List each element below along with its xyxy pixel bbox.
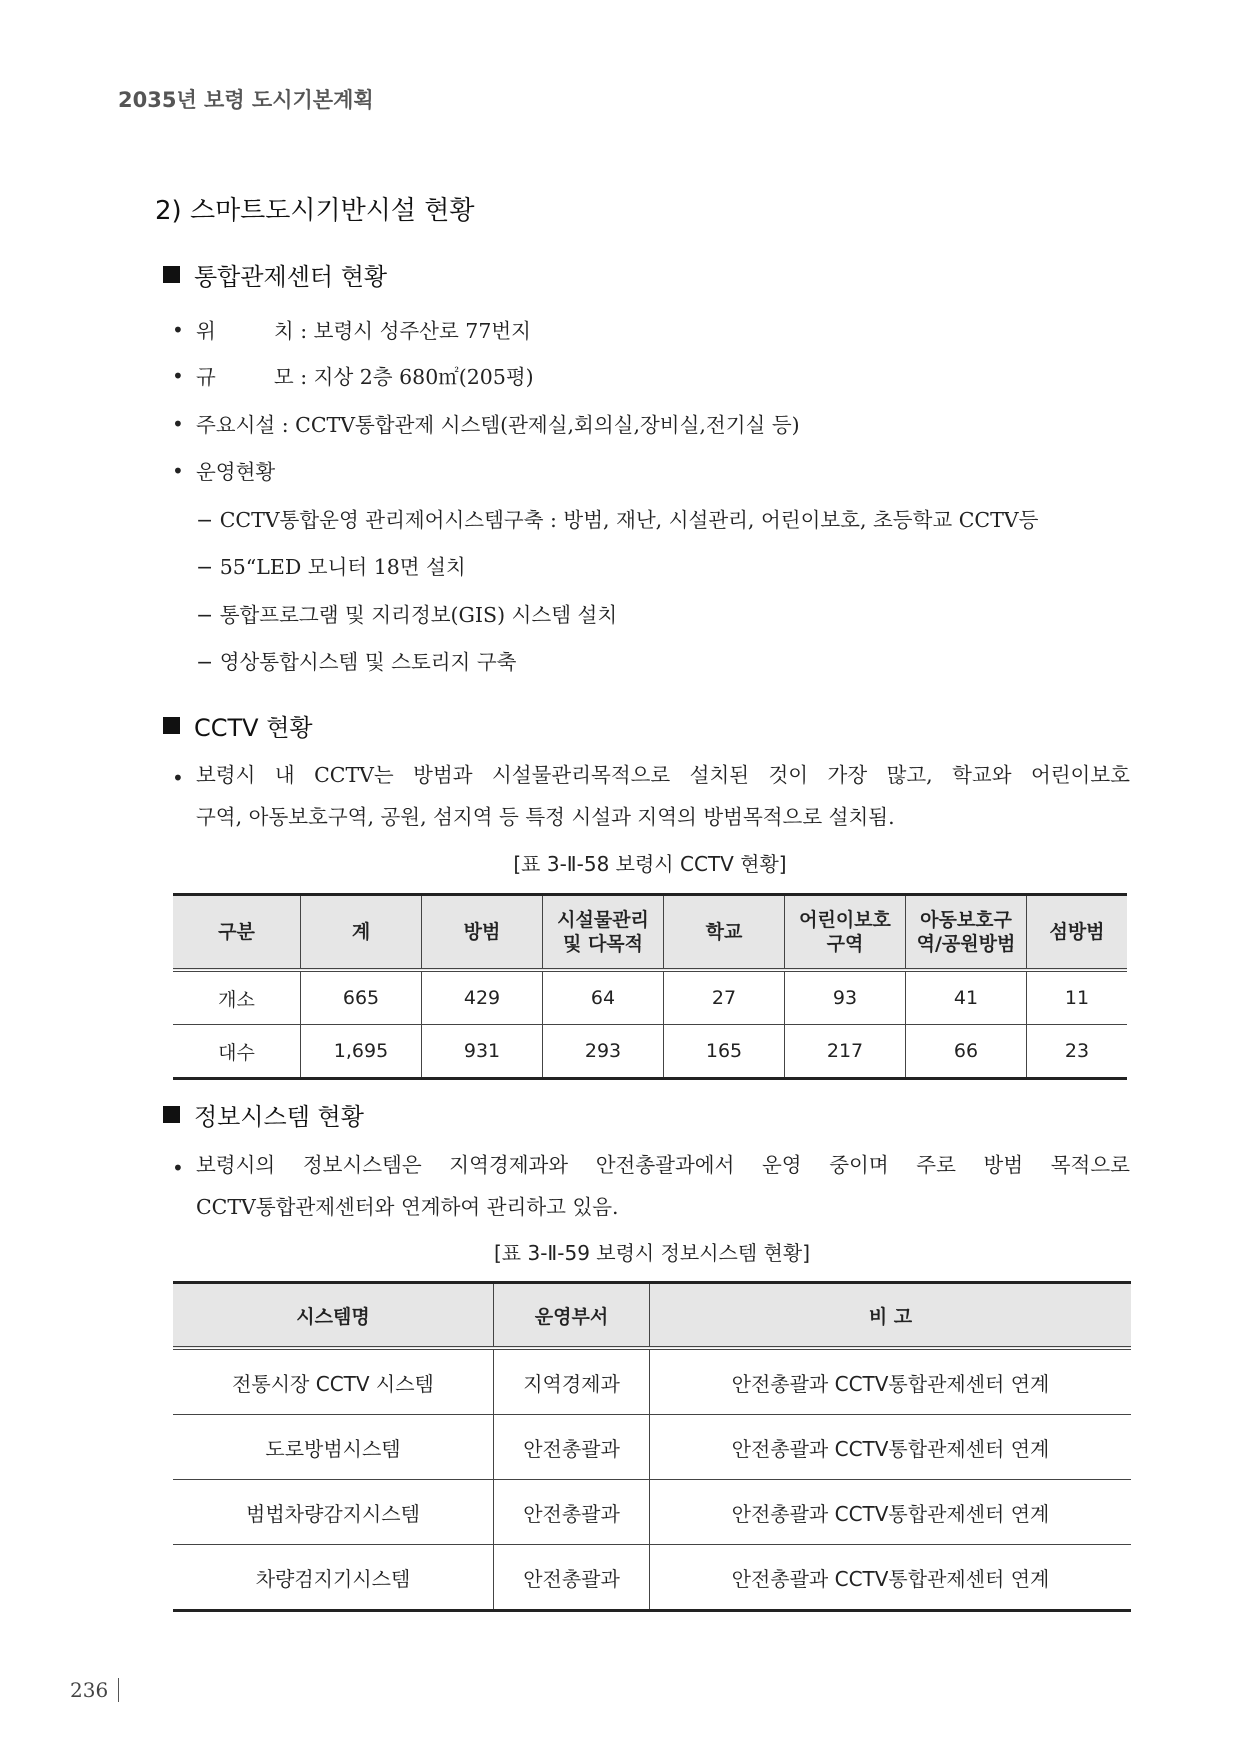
header-cell: 시설물관리 및 다목적 [543, 895, 664, 971]
header-cell: 섬방범 [1027, 895, 1128, 971]
paragraph-word: 가장 [827, 763, 868, 787]
subsection-label: 정보시스템 현황 [194, 1103, 364, 1131]
bullet-dot-icon: • [172, 766, 184, 790]
paragraph-word: 어린이보호 [1030, 763, 1130, 787]
header-cell: 시스템명 [173, 1283, 494, 1349]
table-header-row [173, 1283, 1131, 1349]
dash-item: − 55“LED 모니터 18면 설치 [196, 555, 466, 579]
bullet-dot-icon: • [172, 364, 184, 388]
paragraph-line [196, 1144, 1130, 1186]
operations-item: 운영현황 [196, 460, 276, 484]
subsection-title-info-system [163, 1097, 364, 1132]
table-cell: 93 [785, 970, 906, 1025]
paragraph-word: 중이며 [829, 1153, 889, 1177]
subsection-label: 통합관제센터 현황 [194, 263, 388, 291]
bullet-dot-icon: • [172, 318, 184, 342]
paragraph-word: 보령시 [196, 763, 256, 787]
paragraph-word: 설치된 [689, 763, 750, 787]
header-cell: 계 [301, 895, 422, 971]
paragraph-word: 방범과 [413, 763, 473, 787]
running-header: 2035년 보령 도시기본계획 [118, 88, 374, 112]
table-cell: 안전총괄과 CCTV통합관제센터 연계 [650, 1480, 1132, 1545]
subsection-title-cctv [163, 708, 313, 743]
paragraph-word: 학교와 [952, 763, 1012, 787]
paragraph-word: 많고, [886, 763, 933, 787]
bullet-dot-icon: • [172, 1156, 184, 1180]
section-title: 2) 스마트도시기반시설 현황 [155, 196, 475, 226]
table-cell: 안전총괄과 CCTV통합관제센터 연계 [650, 1545, 1132, 1611]
paragraph-word: 운영 [762, 1153, 802, 1177]
table-cell: 66 [906, 1025, 1027, 1079]
table-cell: 도로방범시스템 [173, 1415, 494, 1480]
paragraph-word: 보령시의 [196, 1153, 276, 1177]
square-bullet-icon [163, 266, 180, 283]
table-cell: 165 [664, 1025, 785, 1079]
table-cell: 범법차량감지시스템 [173, 1480, 494, 1545]
facility-item: 주요시설 : CCTV통합관제 시스템(관제실,회의실,장비실,전기실 등) [196, 413, 800, 437]
page-number: 236 [70, 1678, 109, 1702]
table-cell: 665 [301, 970, 422, 1025]
table-row [173, 1025, 1127, 1079]
table-cell: 293 [543, 1025, 664, 1079]
info-system-paragraph [196, 1144, 1130, 1228]
scale-label-2: 모 [273, 365, 294, 389]
table-cell: 1,695 [301, 1025, 422, 1079]
table-cell: 개소 [173, 970, 301, 1025]
paragraph-word: CCTV는 [314, 763, 394, 787]
table-cell: 11 [1027, 970, 1128, 1025]
table-cell: 안전총괄과 [494, 1480, 650, 1545]
info-system-table [173, 1281, 1131, 1612]
header-cell: 학교 [664, 895, 785, 971]
table-cell: 429 [422, 970, 543, 1025]
table-cell: 지역경제과 [494, 1348, 650, 1415]
table-row [173, 1348, 1131, 1415]
paragraph-word: 내 [274, 763, 295, 787]
table-cell: 안전총괄과 [494, 1415, 650, 1480]
table-cell: 217 [785, 1025, 906, 1079]
cctv-paragraph [196, 754, 1130, 838]
location-value: : 보령시 성주산로 77번지 [300, 319, 531, 343]
table-header-row [173, 895, 1127, 971]
cctv-table [173, 893, 1127, 1080]
table-cell: 안전총괄과 CCTV통합관제센터 연계 [650, 1348, 1132, 1415]
table-caption: [표 3-Ⅱ-59 보령시 정보시스템 현황] [493, 1241, 810, 1265]
scale-label: 규 [196, 365, 216, 389]
table-cell: 안전총괄과 CCTV통합관제센터 연계 [650, 1415, 1132, 1480]
paragraph-word: 것이 [768, 763, 809, 787]
table-cell: 27 [664, 970, 785, 1025]
table-row [173, 1415, 1131, 1480]
paragraph-line [196, 754, 1130, 796]
location-label-2: 치 [273, 319, 294, 343]
paragraph-word: 시설물관리목적으로 [492, 763, 671, 787]
scale-value: : 지상 2층 680㎡(205평) [300, 365, 534, 389]
paragraph-word: 방범 [983, 1153, 1024, 1177]
subsection-title-control-center [163, 257, 387, 292]
header-cell: 운영부서 [494, 1283, 650, 1349]
table-cell: 931 [422, 1025, 543, 1079]
header-cell: 방범 [422, 895, 543, 971]
bullet-dot-icon: • [172, 459, 184, 483]
table-cell: 전통시장 CCTV 시스템 [173, 1348, 494, 1415]
bullet-dot-icon: • [172, 412, 184, 436]
paragraph-word: 지역경제과와 [449, 1153, 569, 1177]
dash-item: − 영상통합시스템 및 스토리지 구축 [196, 650, 517, 674]
table-cell: 안전총괄과 [494, 1545, 650, 1611]
paragraph-word: 정보시스템은 [302, 1153, 422, 1177]
table-row [173, 1480, 1131, 1545]
table-cell: 대수 [218, 1041, 255, 1064]
header-cell: 어린이보호 구역 [785, 895, 906, 971]
paragraph-word: 안전총괄과에서 [595, 1153, 735, 1177]
dash-item: − 통합프로그램 및 지리정보(GIS) 시스템 설치 [196, 603, 618, 627]
location-item [196, 314, 531, 344]
paragraph-line: CCTV통합관제센터와 연계하여 관리하고 있음. [196, 1195, 619, 1219]
paragraph-line: 구역, 아동보호구역, 공원, 섬지역 등 특정 시설과 지역의 방범목적으로 설치됨. [196, 805, 895, 829]
paragraph-word: 목적으로 [1050, 1153, 1130, 1177]
scale-item [196, 360, 534, 390]
table-caption: [표 3-Ⅱ-58 보령시 CCTV 현황] [513, 852, 787, 876]
table-cell: 41 [906, 970, 1027, 1025]
table-cell: 64 [543, 970, 664, 1025]
square-bullet-icon [163, 717, 180, 734]
table-row [173, 1545, 1131, 1611]
table-cell: 차량검지기시스템 [255, 1566, 411, 1591]
table-row [173, 970, 1127, 1025]
page-number-divider [118, 1678, 119, 1702]
header-cell: 비 고 [650, 1283, 1132, 1349]
header-cell: 아동보호구 역/공원방범 [906, 895, 1027, 971]
square-bullet-icon [163, 1106, 180, 1123]
dash-item: − CCTV통합운영 관리제어시스템구축 : 방범, 재난, 시설관리, 어린이보호, 초등학교 CCTV등 [196, 508, 1039, 532]
subsection-label: CCTV 현황 [194, 714, 313, 742]
paragraph-word: 주로 [916, 1153, 956, 1177]
header-cell: 구분 [173, 895, 301, 971]
location-label: 위 [196, 319, 216, 343]
table-cell: 23 [1027, 1025, 1128, 1079]
